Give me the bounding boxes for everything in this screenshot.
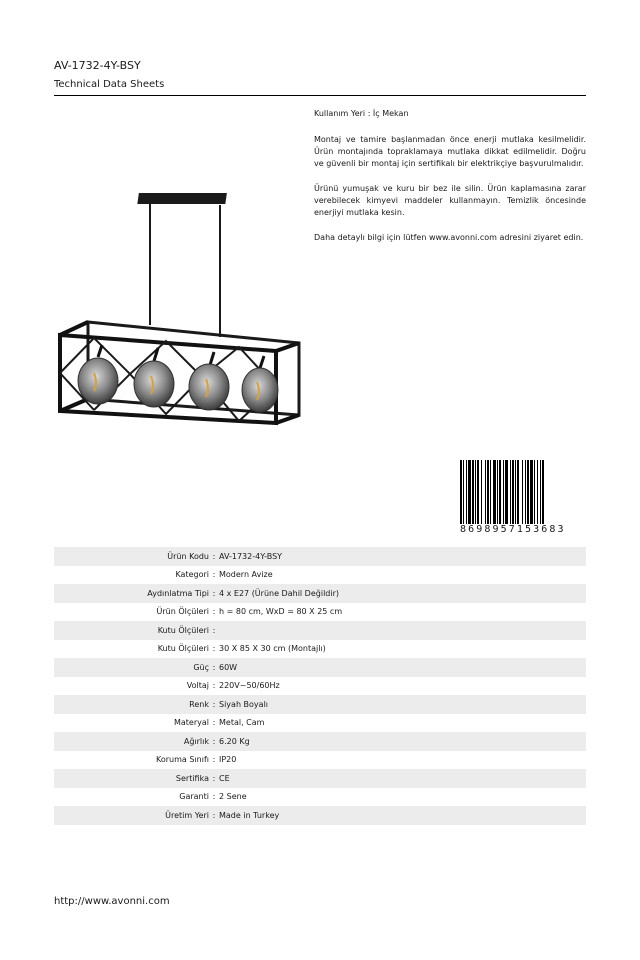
spec-label: Garanti <box>179 792 209 802</box>
barcode <box>458 460 586 538</box>
spec-row <box>54 677 586 696</box>
spec-row <box>54 695 586 714</box>
spec-value: 2 Sene <box>219 792 247 802</box>
spec-separator: : <box>212 625 216 635</box>
spec-value: 60W <box>219 662 238 672</box>
spec-value: Metal, Cam <box>219 718 265 728</box>
spec-row <box>54 640 586 659</box>
spec-separator: : <box>212 662 216 672</box>
spec-value: h = 80 cm, WxD = 80 X 25 cm <box>219 607 343 617</box>
barcode-bar <box>540 460 541 524</box>
chandelier-illustration <box>54 185 306 430</box>
barcode-bar <box>537 460 538 524</box>
spec-label: Voltaj <box>186 681 209 691</box>
spec-label: Ağırlık <box>183 736 209 746</box>
spec-value: AV-1732-4Y-BSY <box>219 551 283 561</box>
document-header <box>54 58 586 92</box>
barcode-bar <box>490 460 491 524</box>
barcode-bar <box>530 460 533 524</box>
spec-row <box>54 769 586 788</box>
barcode-bar <box>517 460 519 524</box>
barcode-bar <box>468 460 471 524</box>
barcode-bar <box>542 460 544 524</box>
barcode-bar <box>485 460 486 524</box>
barcode-bar <box>499 460 501 524</box>
spec-separator: : <box>212 736 216 746</box>
spec-separator: : <box>212 588 216 598</box>
spec-row <box>54 788 586 807</box>
spec-label: Ürün Kodu <box>167 551 209 561</box>
spec-row <box>54 621 586 640</box>
spec-label: Kategori <box>175 570 209 580</box>
spec-label: Aydınlatma Tipi <box>147 588 209 598</box>
barcode-bar <box>463 460 464 524</box>
spec-value: Modern Avize <box>219 570 273 580</box>
spec-row <box>54 566 586 585</box>
spec-value: IP20 <box>219 755 237 765</box>
barcode-bar <box>503 460 504 524</box>
barcode-bar <box>534 460 535 524</box>
spec-label: Sertifika <box>175 773 209 783</box>
barcode-bar <box>515 460 516 524</box>
barcode-bar <box>493 460 496 524</box>
barcode-bar <box>510 460 511 524</box>
spec-label: Renk <box>189 699 209 709</box>
spec-row <box>54 547 586 566</box>
spec-separator: : <box>212 607 216 617</box>
spec-table <box>54 547 586 825</box>
spec-value: Made in Turkey <box>219 810 280 820</box>
spec-separator: : <box>212 792 216 802</box>
spec-label: Üretim Yeri <box>165 810 209 820</box>
spec-value: 30 X 85 X 30 cm (Montajlı) <box>219 644 326 654</box>
barcode-bar <box>481 460 482 524</box>
spec-label: Kutu Ölçüleri <box>157 644 209 654</box>
safety-warning-text: Montaj ve tamire başlanmadan önce enerji mutlaka kesilmelidir. Ürün montajında topraklamaya mutlaka dikkat edilmelidir. Doğru ve güvenli bir montaj için sertifikalı bir elektrikçiye başvurulmalıdır. <box>314 135 586 168</box>
spec-value: 4 x E27 (Ürüne Dahil Değildir) <box>219 588 339 598</box>
product-image <box>54 185 306 430</box>
header-divider <box>54 95 586 96</box>
spec-row <box>54 584 586 603</box>
spec-value: Siyah Boyalı <box>219 699 269 709</box>
spec-value: 6.20 Kg <box>219 736 250 746</box>
spec-label: Ürün Ölçüleri <box>156 607 209 617</box>
spec-separator: : <box>212 551 216 561</box>
spec-row <box>54 806 586 825</box>
spec-value: 220V~50/60Hz <box>219 681 280 691</box>
more-info-text: Daha detaylı bilgi için lütfen www.avonni.com adresini ziyaret edin. <box>314 233 584 242</box>
spec-value: CE <box>219 773 230 783</box>
care-instructions-text: Ürünü yumuşak ve kuru bir bez ile silin. Ürün kaplamasına zarar verebilecek kimyevi maddeler kullanmayın. Temizlik öncesinde enerjiyi mutlaka kesin. <box>314 184 586 217</box>
spec-separator: : <box>212 810 216 820</box>
spec-row <box>54 714 586 733</box>
spec-label: Koruma Sınıfı <box>156 755 209 765</box>
spec-separator: : <box>212 644 216 654</box>
barcode-bar <box>522 460 523 524</box>
usage-text: Kullanım Yeri : İç Mekan <box>314 109 409 118</box>
spec-separator: : <box>212 773 216 783</box>
spec-separator: : <box>212 570 216 580</box>
footer-url: http://www.avonni.com <box>54 896 170 907</box>
barcode-bar <box>475 460 476 524</box>
barcode-bar <box>512 460 514 524</box>
spec-label: Güç <box>193 662 209 672</box>
barcode-digits: 8698957153683 <box>460 524 566 535</box>
barcode-bar <box>466 460 467 524</box>
barcode-bar <box>505 460 508 524</box>
barcode-bar <box>460 460 462 524</box>
spec-separator: : <box>212 699 216 709</box>
barcode-bar <box>497 460 498 524</box>
info-block <box>314 108 586 257</box>
barcode-bar <box>525 460 526 524</box>
barcode-bar <box>472 460 474 524</box>
spec-row <box>54 603 586 622</box>
spec-row <box>54 751 586 770</box>
spec-separator: : <box>212 755 216 765</box>
barcode-bars <box>458 460 586 524</box>
barcode-bar <box>477 460 479 524</box>
document-subtitle: Technical Data Sheets <box>54 79 165 90</box>
barcode-bar <box>527 460 529 524</box>
spec-row <box>54 732 586 751</box>
spec-label: Materyal <box>173 718 209 728</box>
spec-label: Kutu Ölçüleri <box>157 625 209 635</box>
product-code-title: AV-1732-4Y-BSY <box>54 59 141 72</box>
spec-separator: : <box>212 681 216 691</box>
spec-separator: : <box>212 718 216 728</box>
barcode-bar <box>487 460 489 524</box>
spec-row <box>54 658 586 677</box>
